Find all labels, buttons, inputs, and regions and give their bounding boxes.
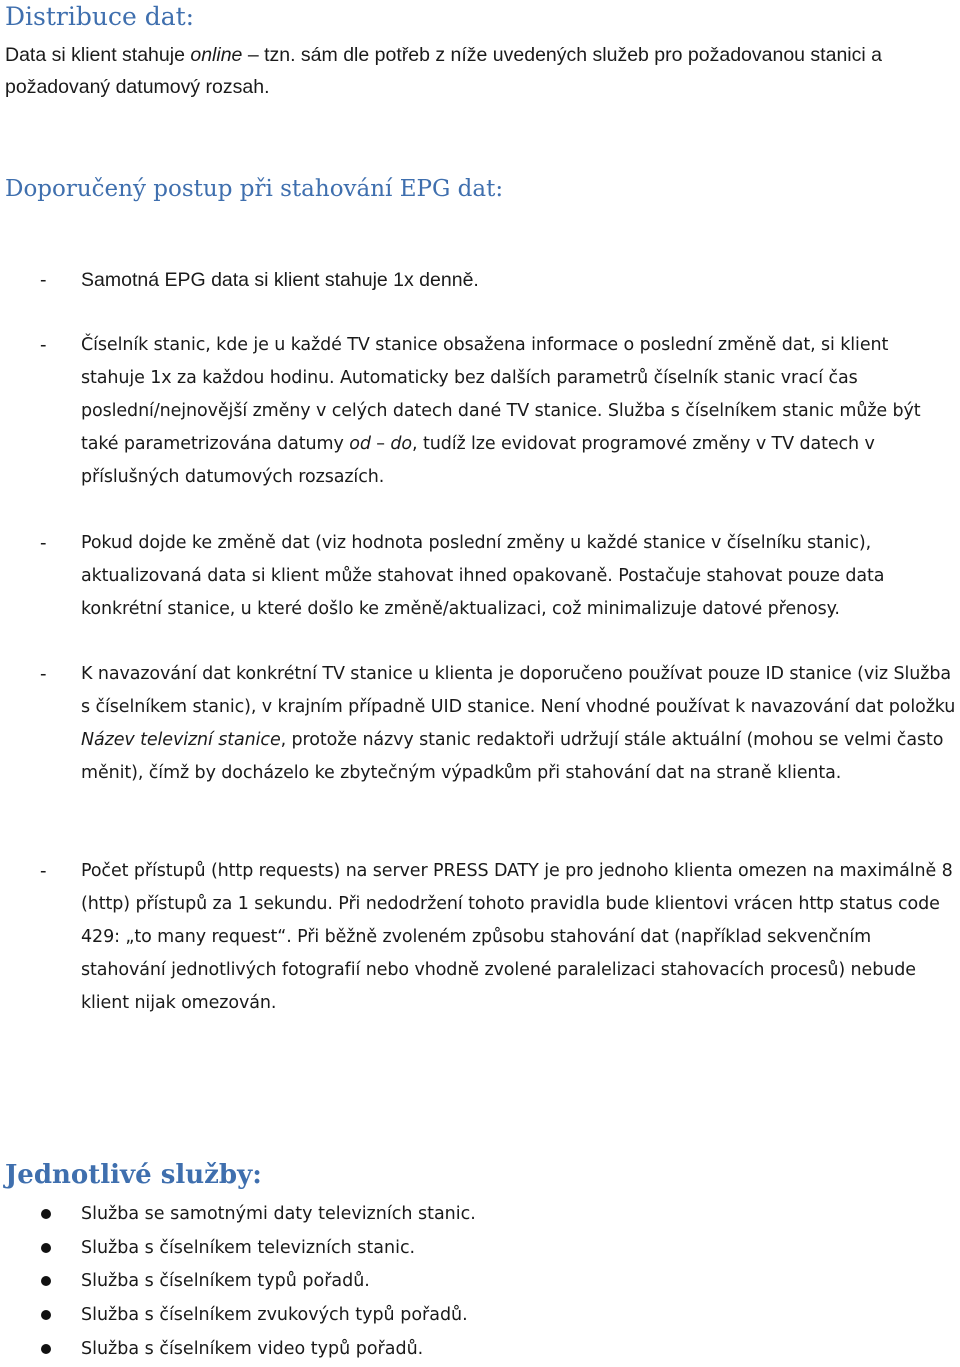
heading-distribuce-dat: Distribuce dat: (5, 2, 195, 31)
bullet-text: Služba se samotnými daty televizních stanic. (81, 1204, 476, 1224)
italic-do: do (390, 434, 413, 454)
bullet-item (0, 1232, 960, 1266)
italic-od: od (349, 434, 371, 454)
list-item-text: Počet přístupů (http requests) na server PRESS DATY je pro jednoho klienta omezen na maximálně 8 (http) přístupů za 1 sekundu. Při nedodržení tohoto pravidla bude klientovi vrácen http status code 429: „to many request“. Při běžně zvoleném způsobu stahování dat (například sekvenčním stahování jednotlivých fotografií nebo vhodně zvolené paralelizaci stahovacích procesů) nebude klient nijak omezován. (81, 861, 953, 1013)
list-item-text (81, 329, 957, 494)
bullet-text: Služba s číselníkem zvukových typů pořadů. (81, 1305, 468, 1325)
intro-online-italic: online (190, 44, 243, 66)
bullet-icon (41, 1276, 51, 1286)
intro-paragraph (5, 39, 955, 103)
list-item-text: Samotná EPG data si klient stahuje 1x denně. (81, 269, 479, 291)
dash-marker: - (40, 269, 47, 291)
bullet-icon (41, 1344, 51, 1354)
dash-marker: - (40, 532, 47, 554)
bullet-text: Služba s číselníkem televizních stanic. (81, 1238, 416, 1258)
bullet-text: Služba s číselníkem typů pořadů. (81, 1271, 370, 1291)
text-run: , tudíž lze evidovat programové změny v TV datech v příslušných datumových rozsazích. (81, 434, 875, 487)
bullet-item (0, 1333, 960, 1367)
bullet-item (0, 1198, 960, 1232)
text-run: – (370, 434, 391, 454)
bullet-icon (41, 1209, 51, 1219)
bullet-item (0, 1299, 960, 1333)
italic-nazev-televizni-stanice: Název televizní stanice (81, 730, 281, 750)
dash-marker: - (40, 334, 47, 356)
bullet-icon (41, 1310, 51, 1320)
bullet-text: Služba s číselníkem video typů pořadů. (81, 1339, 424, 1359)
text-run: K navazování dat konkrétní TV stanice u klienta je doporučeno používat pouze ID stanice (viz Služba s číselníkem stanic), v krajním případně UID stanice. Není vhodné používat k navazování dat položku (81, 664, 956, 717)
dash-marker: - (40, 860, 47, 882)
dash-marker: - (40, 663, 47, 685)
text-run: Číselník stanic, kde je u každé TV stanice obsažena informace o poslední změně dat, si klient stahuje 1x za každou hodinu. Automaticky bez dalších parametrů číselník stanic vrací čas poslední/nejnovější změny v celých datech dané TV stanice. Služba s číselníkem stanic může být také parametrizována datumy (81, 335, 921, 454)
intro-text-rest: – tzn. sám dle potřeb z níže uvedených služeb pro požadovanou stanici a požadovaný datumový rozsah. (5, 44, 882, 98)
intro-text: Data si klient stahuje (5, 44, 191, 66)
list-item-text: Pokud dojde ke změně dat (viz hodnota poslední změny u každé stanice v číselníku stanic), aktualizovaná data si klient může stahovat ihned opakovaně. Postačuje stahovat pouze data konkrétní stanice, u které došlo ke změně/aktualizaci, což minimalizuje datové přenosy. (81, 533, 885, 619)
bullet-icon (41, 1243, 51, 1253)
heading-doporuceny-postup: Doporučený postup při stahování EPG dat: (5, 176, 504, 202)
text-run: , protože názvy stanic redaktoři udržují stále aktuální (mohou se velmi často měnit), čímž by docházelo ke zbytečným výpadkům při stahování dat na straně klienta. (81, 730, 944, 783)
list-item-text (81, 658, 957, 790)
bullet-item (0, 1265, 960, 1299)
heading-jednotlive-sluzby: Jednotlivé služby: (5, 1160, 262, 1190)
